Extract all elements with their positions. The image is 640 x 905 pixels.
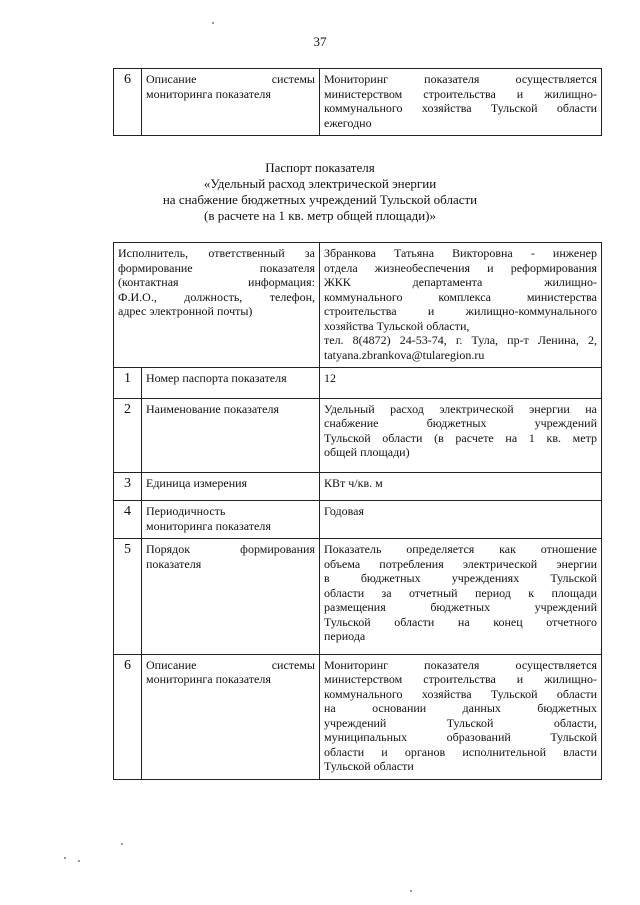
value-line: Тульской области (в расчете на 1 кв. метр (324, 430, 597, 445)
value-line: общей площади) (324, 445, 410, 459)
row-number: 3 (114, 472, 142, 501)
row-label (142, 539, 320, 655)
label-line: Номер паспорта показателя (146, 371, 287, 385)
passport-title-line: Паспорт показателя (265, 160, 375, 175)
table-row (114, 539, 602, 655)
value-line: ЖКК департамента жилищно- (324, 275, 597, 289)
value-line: области за отчетный период к площади (324, 585, 597, 600)
row-label (142, 398, 320, 472)
table-row (114, 654, 602, 779)
label-line: Ф.И.О., должность, телефон, (118, 289, 315, 304)
scan-speck (410, 890, 412, 892)
row-label (142, 368, 320, 399)
row-label (142, 472, 320, 501)
value-line: Показатель определяется как отношение (324, 542, 597, 556)
value-line: коммунального хозяйства Тульской области (324, 101, 597, 115)
row-label (142, 69, 320, 136)
row-number: 5 (114, 539, 142, 655)
executor-label (114, 243, 320, 368)
value-line: министерством строительства и жилищно- (324, 672, 597, 686)
value-line: объема потребления электрической энергии (324, 556, 597, 571)
scan-speck (212, 22, 214, 24)
value-line: коммунального хозяйства Тульской области (324, 686, 597, 701)
label-line: мониторинга показателя (146, 672, 271, 686)
table-row (114, 472, 602, 501)
label-line: адрес электронной почты) (118, 304, 253, 318)
row-label (142, 654, 320, 779)
value-line: снабжение бюджетных учреждений (324, 416, 597, 430)
row-value (320, 539, 602, 655)
value-line: учреждений Тульской области, (324, 715, 597, 730)
passport-title-line: на снабжение бюджетных учреждений Тульской области (162, 192, 478, 207)
table-row (114, 398, 602, 472)
value-line: хозяйства Тульской области, (324, 318, 470, 333)
continued-passport-table (113, 68, 602, 136)
row-value (320, 654, 602, 779)
value-line: Мониторинг показателя осуществляется (324, 657, 597, 672)
label-line: Единица измерения (146, 475, 248, 490)
row-value (320, 472, 602, 501)
label-line: показателя (146, 556, 202, 571)
value-line: Тульской области на конец отчетного (324, 614, 597, 629)
value-line: ежегодно (324, 115, 372, 130)
row-value (320, 69, 602, 136)
value-line: муниципальных образований Тульской (324, 730, 597, 744)
label-line: Описание системы (146, 72, 315, 86)
label-line: (контактная информация: (118, 275, 315, 289)
passport-table (113, 242, 602, 780)
value-line: в бюджетных учреждениях Тульской (324, 571, 597, 585)
row-number: 1 (114, 368, 142, 399)
value-line: Тульской области (324, 759, 414, 773)
scan-speck (64, 857, 66, 859)
table-row (114, 368, 602, 399)
value-line: 12 (324, 371, 336, 385)
page-number: 37 (313, 34, 327, 49)
passport-title-line: «Удельный расход электрической энергии (203, 176, 437, 191)
label-line: мониторинга показателя (146, 86, 271, 101)
executor-value (320, 243, 602, 368)
value-line: КВт ч/кв. м (324, 475, 383, 490)
value-line: Годовая (324, 504, 364, 518)
value-line: Мониторинг показателя осуществляется (324, 72, 597, 86)
row-number: 6 (114, 69, 142, 136)
row-number: 2 (114, 398, 142, 472)
passport-title-line: (в расчете на 1 кв. метр общей площади)» (203, 208, 436, 223)
passport-title (0, 160, 640, 224)
label-line: мониторинга показателя (146, 518, 271, 533)
value-line: периода (324, 629, 366, 643)
table-row (114, 501, 602, 539)
label-line: Описание системы (146, 657, 315, 672)
value-line: tatyana.zbrankova@tularegion.ru (324, 347, 485, 362)
table-header-row (114, 243, 602, 368)
table-row (114, 69, 602, 136)
label-line: Наименование показателя (146, 401, 279, 416)
value-line: Удельный расход электрической энергии на (324, 401, 597, 416)
scan-speck (121, 843, 123, 845)
value-line: отдела жизнеобеспечения и реформирования (324, 260, 597, 275)
value-line: тел. 8(4872) 24-53-74, г. Тула, пр-т Ленина, 2, (324, 333, 597, 347)
row-value (320, 398, 602, 472)
row-number: 6 (114, 654, 142, 779)
value-line: строительства и жилищно-коммунального (324, 304, 597, 318)
value-line: на основании данных бюджетных (324, 701, 597, 715)
row-value (320, 368, 602, 399)
label-line: Порядок формирования (146, 542, 315, 556)
value-line: размещения бюджетных учреждений (324, 600, 597, 614)
value-line: области и органов исполнительной власти (324, 744, 597, 759)
row-label (142, 501, 320, 539)
value-line: Збранкова Татьяна Викторовна - инженер (324, 246, 597, 260)
value-line: коммунального комплекса министерства (324, 289, 597, 304)
row-number: 4 (114, 501, 142, 539)
label-line: Периодичность (146, 504, 226, 518)
value-line: министерством строительства и жилищно- (324, 86, 597, 101)
label-line: Исполнитель, ответственный за (118, 246, 315, 260)
row-value (320, 501, 602, 539)
scan-speck (78, 860, 80, 862)
label-line: формирование показателя (118, 260, 315, 275)
